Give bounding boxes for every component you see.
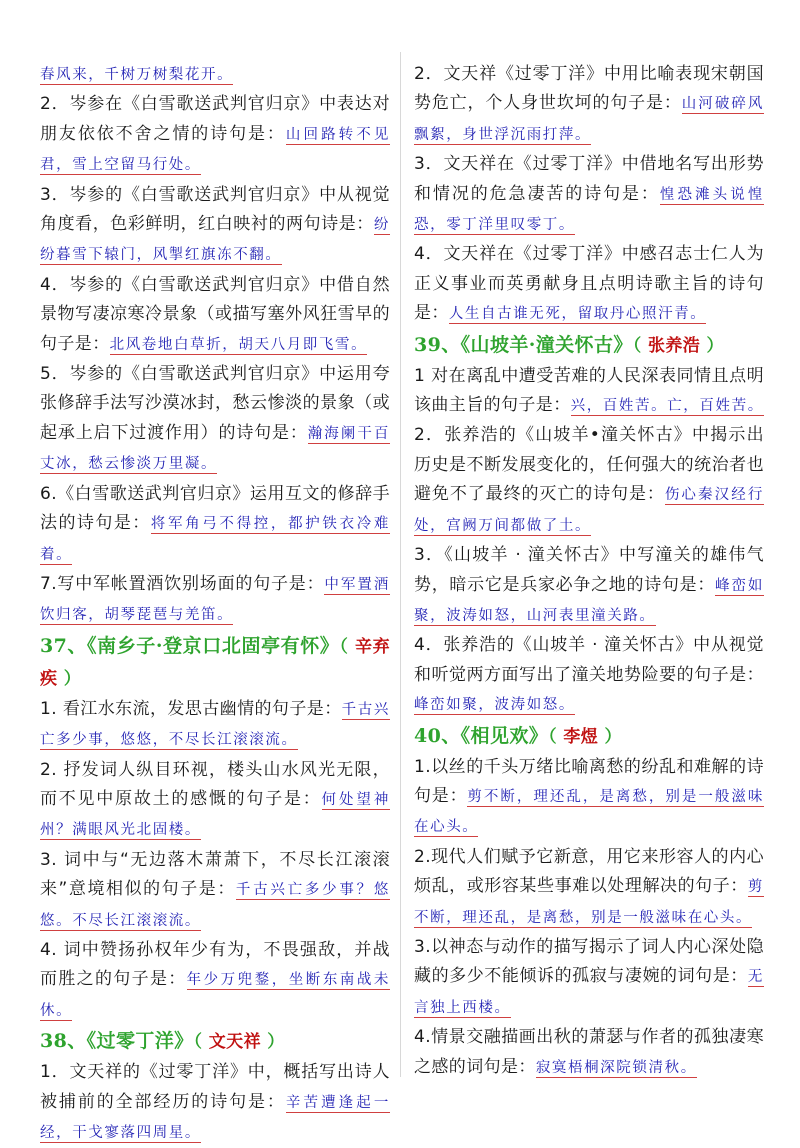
- question-prompt: 2．张养浩的《山坡羊•潼关怀古》中揭示出历史是不断发展变化的，任何强大的统治者也避免不了最终的灭亡的诗句是：: [414, 425, 764, 505]
- answer-text: 山回路转不见君，雪上空留马行处。: [40, 126, 390, 174]
- poem-author: （ 李煜 ）: [548, 727, 622, 747]
- question-prompt: 6.《白雪歌送武判官归京》运用互文的修辞手法的诗句是：: [40, 483, 390, 534]
- answer-text: 峰峦如聚，波涛如怒。: [414, 697, 575, 714]
- poem-title: 40、《相见欢》: [414, 724, 549, 747]
- question-prompt: 3．文天祥在《过零丁洋》中借地名写出形势和情况的危急凄苦的诗句是：: [414, 154, 764, 204]
- poem-title: 39、《山坡羊·潼关怀古》: [414, 333, 633, 356]
- poem-author: （ 辛弃疾 ）: [40, 637, 390, 689]
- question-item: [40, 271, 390, 360]
- question-prompt: 1. 看江水东流，发思古幽情的句子是：: [40, 698, 342, 719]
- question-prompt: 1．文天祥的《过零丁洋》中，概括写出诗人被捕前的全部经历的诗句是：: [40, 1062, 390, 1112]
- section-heading: [414, 330, 764, 362]
- answer-text: 辛苦遭逢起一经，干戈寥落四周星。: [40, 1094, 390, 1141]
- question-item: [414, 150, 764, 240]
- answer-text: 峰峦如聚，波涛如怒，山河表里潼关路。: [414, 577, 764, 624]
- question-item: [414, 933, 764, 1023]
- answer-text: 山河破碎风飘絮，身世浮沉雨打萍。: [414, 96, 765, 143]
- answer-text: 惶恐滩头说惶恐，零丁洋里叹零丁。: [414, 186, 764, 234]
- question-prompt: 4．文天祥在《过零丁洋》中感召志士仁人为正义事业而英勇献身且点明诗歌主旨的诗句是：: [414, 244, 764, 324]
- section-heading: [40, 1026, 390, 1058]
- question-item: [40, 60, 390, 90]
- poem-author: （ 张养浩 ）: [633, 336, 724, 356]
- answer-text: 无言独上西楼。: [414, 969, 764, 1016]
- answer-text: 中军置酒饮归客，胡琴琵琶与羌笛。: [40, 576, 390, 624]
- question-item: [414, 60, 764, 150]
- left-column: [40, 60, 390, 1148]
- section-heading: [414, 721, 764, 753]
- answer-text: 北风卷地白草折，胡天八月即飞雪。: [109, 336, 368, 353]
- answer-text: 春风来，千树万树梨花开。: [40, 67, 234, 83]
- question-item: [40, 1058, 390, 1148]
- answer-text: 兴，百姓苦。亡，百姓苦。: [570, 398, 764, 415]
- answer-text: 年少万兜鍪，坐断东南战未休。: [40, 972, 390, 1019]
- question-prompt: 2．岑参在《白雪歌送武判官归京》中表达对朋友依依不舍之情的诗句是：: [40, 94, 390, 144]
- column-divider: [400, 52, 401, 1077]
- question-item: [414, 240, 764, 329]
- question-item: [40, 181, 390, 271]
- question-item: [40, 570, 390, 631]
- poem-title: 38、《过零丁洋》: [40, 1030, 194, 1053]
- question-prompt: 4．张养浩的《山坡羊 · 潼关怀古》中从视觉和听觉两方面写出了潼关地势险要的句子是：: [414, 635, 764, 685]
- question-prompt: 2．文天祥《过零丁洋》中用比喻表现宋朝国势危亡，个人身世坎坷的句子是：: [414, 64, 764, 114]
- question-prompt: 3．《山坡羊 · 潼关怀古》中写潼关的雄伟气势，暗示它是兵家必争之地的诗句是：: [414, 545, 764, 595]
- question-prompt: 4. 词中赞扬孙权年少有为，不畏强敌，并战而胜之的句子是：: [40, 939, 390, 990]
- answer-text: 千古兴亡多少事，悠悠，不尽长江滚滚流。: [40, 701, 390, 749]
- question-item: [414, 843, 764, 933]
- question-prompt: 5．岑参的《白雪歌送武判官归京》中运用夸张修辞手法写沙漠冰封，愁云惨淡的景象（或起承上启下过渡作用）的诗句是：: [40, 364, 390, 443]
- answer-text: 何处望神州？满眼风光北固楼。: [40, 791, 390, 839]
- answer-text: 剪不断，理还乱，是离愁，别是一般滋味在心头。: [414, 788, 764, 836]
- question-item: [40, 936, 390, 1026]
- question-item: [414, 631, 764, 720]
- right-column: [414, 60, 764, 1083]
- question-item: [40, 846, 390, 936]
- question-prompt: 3. 词中与“无边落木萧萧下，不尽长江滚滚来”意境相似的句子是：: [40, 849, 390, 900]
- answer-text: 千古兴亡多少事？悠悠。不尽长江滚滚流。: [40, 882, 390, 929]
- question-item: [414, 753, 764, 843]
- answer-text: 将军角弓不得控，都护铁衣冷难着。: [40, 516, 390, 563]
- poem-title: 37、《南乡子·登京口北固亭有怀》: [40, 634, 340, 657]
- question-item: [40, 90, 390, 180]
- question-item: [414, 541, 764, 631]
- answer-text: 纷纷暮雪下辕门，风掣红旗冻不翻。: [40, 217, 390, 264]
- question-prompt: 3．岑参的《白雪歌送武判官归京》中从视觉角度看，色彩鲜明，红白映衬的两句诗是：: [40, 184, 390, 235]
- question-item: [40, 480, 390, 570]
- question-prompt: 1.以丝的千头万绪比喻离愁的纷乱和难解的诗句是：: [414, 756, 764, 806]
- question-prompt: 2. 抒发词人纵目环视，楼头山水风光无限，而不见中原故土的感慨的句子是：: [40, 759, 390, 809]
- question-prompt: 7.写中军帐置酒饮别场面的句子是：: [40, 573, 325, 594]
- question-item: [414, 1023, 764, 1083]
- answer-text: 人生自古谁无死，留取丹心照汗青。: [448, 306, 707, 323]
- question-prompt: 1 对在离乱中遭受苦难的人民深表同情且点明该曲主旨的句子是：: [414, 365, 764, 416]
- question-item: [40, 695, 390, 756]
- answer-text: 瀚海阑干百丈冰，愁云惨淡万里凝。: [40, 425, 391, 473]
- question-item: [40, 360, 390, 480]
- answer-text: 伤心秦汉经行处，宫阙万间都做了土。: [414, 487, 764, 534]
- question-item: [414, 421, 764, 541]
- question-prompt: 3.以神态与动作的描写揭示了词人内心深处隐藏的多少不能倾诉的孤寂与凄婉的词句是：: [414, 936, 764, 987]
- section-heading: [40, 631, 390, 695]
- question-prompt: 2.现代人们赋予它新意，用它来形容人的内心烦乱，或形容某些事难以处理解决的句子：: [414, 846, 764, 897]
- question-prompt: 4.情景交融描画出秋的萧瑟与作者的孤独凄寒之感的词句是：: [414, 1027, 764, 1077]
- question-item: [40, 756, 390, 846]
- question-item: [414, 362, 764, 422]
- answer-text: 剪不断，理还乱，是离愁，别是一般滋味在心头。: [414, 879, 764, 926]
- poem-author: （ 文天祥 ）: [194, 1032, 285, 1052]
- answer-text: 寂寞梧桐深院锁清秋。: [535, 1059, 697, 1076]
- question-prompt: 4．岑参的《白雪歌送武判官归京》中借自然景物写凄凉寒冷景象（或描写塞外风狂雪早的句子是：: [40, 274, 390, 354]
